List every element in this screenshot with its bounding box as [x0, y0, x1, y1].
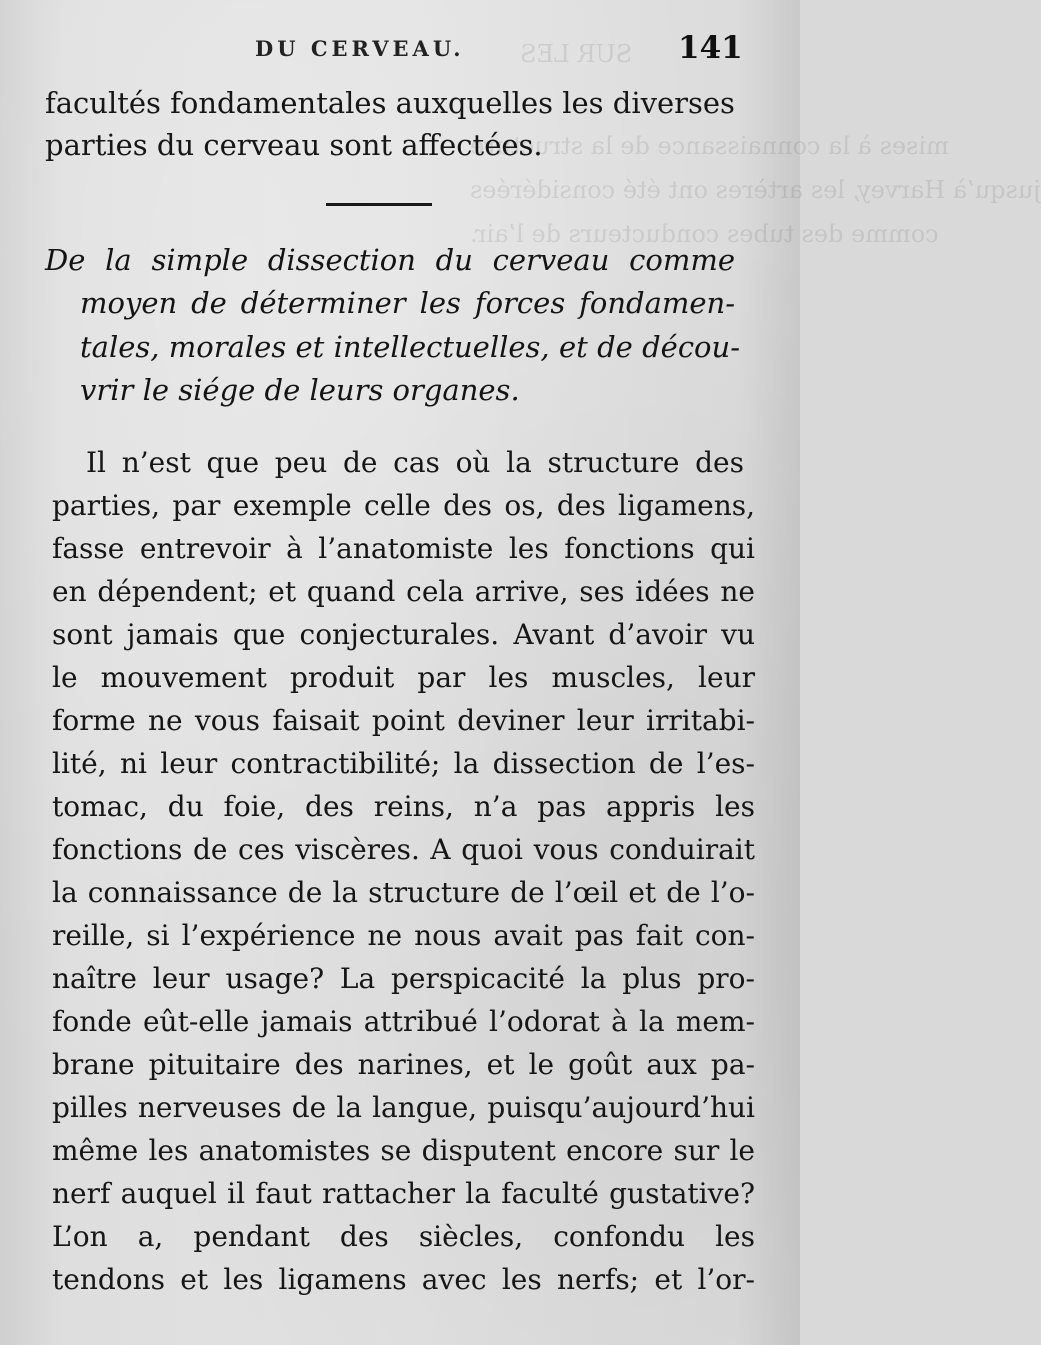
- body-line: naître leur usage? La perspicacité la plus pro-: [52, 962, 755, 995]
- running-title: DU CERVEAU.: [255, 36, 465, 61]
- body-line: parties, par exemple celle des os, des ligamens,: [52, 489, 755, 522]
- running-head: [0, 30, 800, 76]
- body-line: tendons et les ligamens avec les nerfs; et l’or-: [52, 1263, 755, 1296]
- body-line: sont jamais que conjecturales. Avant d’avoir vu: [52, 618, 755, 651]
- section-heading-line: vrir le siége de leurs organes.: [80, 373, 520, 407]
- body-line: en dépendent; et quand cela arrive, ses idées ne: [52, 575, 755, 608]
- page-number: 141: [678, 30, 743, 66]
- body-line: même les anatomistes se disputent encore sur le: [52, 1134, 755, 1167]
- body-line: L’on a, pendant des siècles, confondu les: [52, 1220, 755, 1253]
- body-line: fonde eût-elle jamais attribué l’odorat à la mem-: [52, 1005, 755, 1038]
- body-line: le mouvement produit par les muscles, leur: [52, 661, 755, 694]
- section-heading-line: tales, morales et intellectuelles, et de décou-: [80, 330, 740, 364]
- bleed-through-texture: SUR LES: [520, 40, 633, 68]
- intro-line: parties du cerveau sont affectées.: [45, 128, 543, 162]
- body-line: reille, si l’expérience ne nous avait pas fait con-: [52, 919, 755, 952]
- bleed-through-texture: jusqu’à Harvey, les artères ont été considérées: [470, 176, 1041, 204]
- body-line: fasse entrevoir à l’anatomiste les fonctions qui: [52, 532, 755, 565]
- body-line: la connaissance de la structure de l’œil et de l’o-: [52, 876, 755, 909]
- section-heading-line: De la simple dissection du cerveau comme: [45, 243, 735, 277]
- intro-line: facultés fondamentales auxquelles les diverses: [45, 86, 735, 120]
- body-line: tomac, du foie, des reins, n’a pas appris les: [52, 790, 755, 823]
- body-line: fonctions de ces viscères. A quoi vous conduirait: [52, 833, 755, 866]
- body-line: brane pituitaire des narines, et le goût aux pa-: [52, 1048, 755, 1081]
- section-rule: [326, 203, 432, 206]
- body-line: pilles nerveuses de la langue, puisqu’aujourd’hui: [52, 1091, 755, 1124]
- bleed-through-texture: mises à la connaissance de la structure: [470, 132, 949, 160]
- body-line: Il n’est que peu de cas où la structure des: [86, 446, 744, 479]
- body-line: nerf auquel il faut rattacher la faculté gustative?: [52, 1177, 755, 1210]
- body-line: forme ne vous faisait point deviner leur irritabi-: [52, 704, 755, 737]
- bleed-through-texture: comme des tubes conducteurs de l’air.: [470, 220, 939, 248]
- section-heading-line: moyen de déterminer les forces fondamen-: [80, 286, 735, 320]
- body-line: lité, ni leur contractibilité; la dissection de l’es-: [52, 747, 755, 780]
